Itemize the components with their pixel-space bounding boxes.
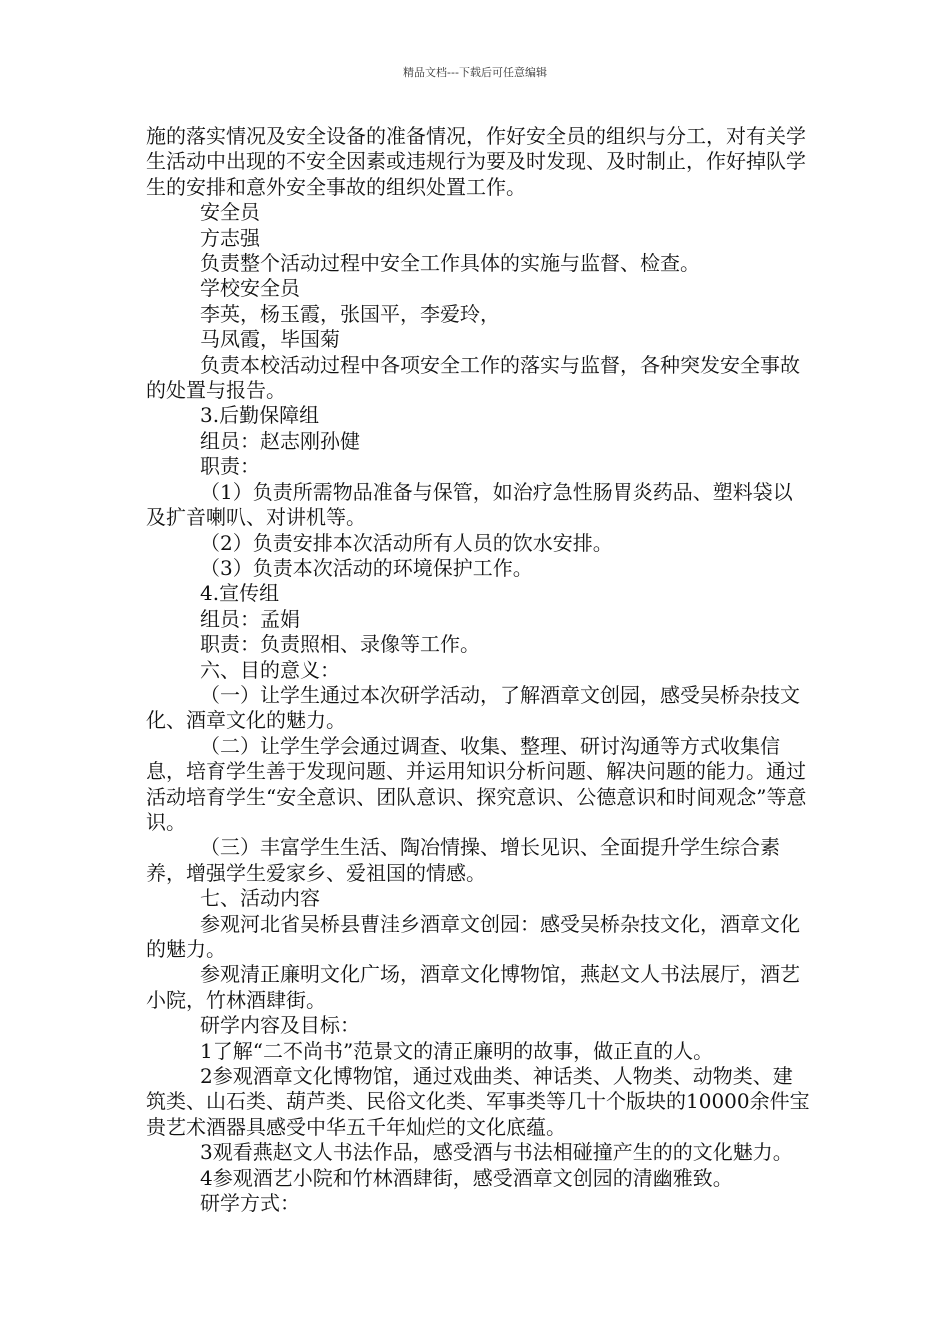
paragraph: 3观看燕赵文人书法作品，感受酒与书法相碰撞产生的的文化魅力。	[200, 1140, 793, 1165]
paragraph: 学校安全员	[200, 276, 300, 301]
paragraph: 职责：负责照相、录像等工作。	[200, 632, 480, 657]
paragraph: 参观河北省吴桥县曹洼乡酒章文创园：感受吴桥杂技文化，酒章文化的魅力。	[146, 911, 800, 961]
paragraph: 方志强	[200, 225, 260, 250]
paragraph: 4参观酒艺小院和竹林酒肆街，感受酒章文创园的清幽雅致。	[200, 1165, 733, 1190]
paragraph: 组员：赵志刚孙健	[200, 428, 360, 453]
paragraph: 组员：孟娟	[200, 606, 300, 631]
paragraph: 职责：	[200, 454, 260, 479]
paragraph: （一）让学生通过本次研学活动，了解酒章文创园，感受吴桥杂技文化、酒章文化的魅力。	[146, 682, 800, 733]
paragraph: 研学内容及目标：	[200, 1013, 360, 1038]
paragraph: 3.后勤保障组	[200, 403, 320, 428]
paragraph: （二）让学生学会通过调查、收集、整理、研讨沟通等方式收集信息，培育学生善于发现问题、并运用知识分析问题、解决问题的能力。通过活动培育学生“安全意识、团队意识、探究意识、公德意识和时间观念”等意识。	[146, 733, 807, 834]
paragraph: 研学方式：	[200, 1191, 300, 1216]
paragraph: （3）负责本次活动的环境保护工作。	[200, 555, 533, 580]
paragraph: 负责本校活动过程中各项安全工作的落实与监督，各种突发安全事故的处置与报告。	[146, 352, 800, 403]
paragraph: 2参观酒章文化博物馆，通过戏曲类、神话类、人物类、动物类、建筑类、山石类、葫芦类、民俗文化类、军事类等几十个版块的10000余件宝贵艺术酒器具感受中华五千年灿烂的文化底蕴。	[146, 1064, 810, 1139]
paragraph: （2）负责安排本次活动所有人员的饮水安排。	[200, 530, 613, 555]
paragraph: 六、目的意义：	[200, 657, 340, 682]
paragraph: 参观清正廉明文化广场，酒章文化博物馆，燕赵文人书法展厅，酒艺小院，竹林酒肆街。	[146, 962, 800, 1012]
paragraph: （1）负责所需物品准备与保管，如治疗急性肠胃炎药品、塑料袋以及扩音喇叭、对讲机等。	[146, 479, 793, 530]
paragraph: 4.宣传组	[200, 581, 280, 606]
paragraph: 1了解“二不尚书”范景文的清正廉明的故事，做正直的人。	[200, 1038, 714, 1063]
paragraph: 安全员	[200, 200, 260, 225]
document-body	[146, 124, 810, 1216]
paragraph: 李英，杨玉霞，张国平，李爱玲，	[200, 301, 500, 326]
paragraph: 七、活动内容	[200, 886, 320, 911]
paragraph: 施的落实情况及安全设备的准备情况，作好安全员的组织与分工，对有关学生活动中出现的不安全因素或违规行为要及时发现、及时制止，作好掉队学生的安排和意外安全事故的组织处置工作。	[146, 124, 806, 199]
paragraph: 马凤霞，毕国菊	[200, 327, 340, 352]
paragraph: （三）丰富学生生活、陶冶情操、增长见识、全面提升学生综合素养，增强学生爱家乡、爱祖国的情感。	[146, 835, 780, 885]
paragraph: 负责整个活动过程中安全工作具体的实施与监督、检查。	[200, 251, 700, 276]
page-header: 精品文档---下载后可任意编辑	[403, 66, 547, 79]
